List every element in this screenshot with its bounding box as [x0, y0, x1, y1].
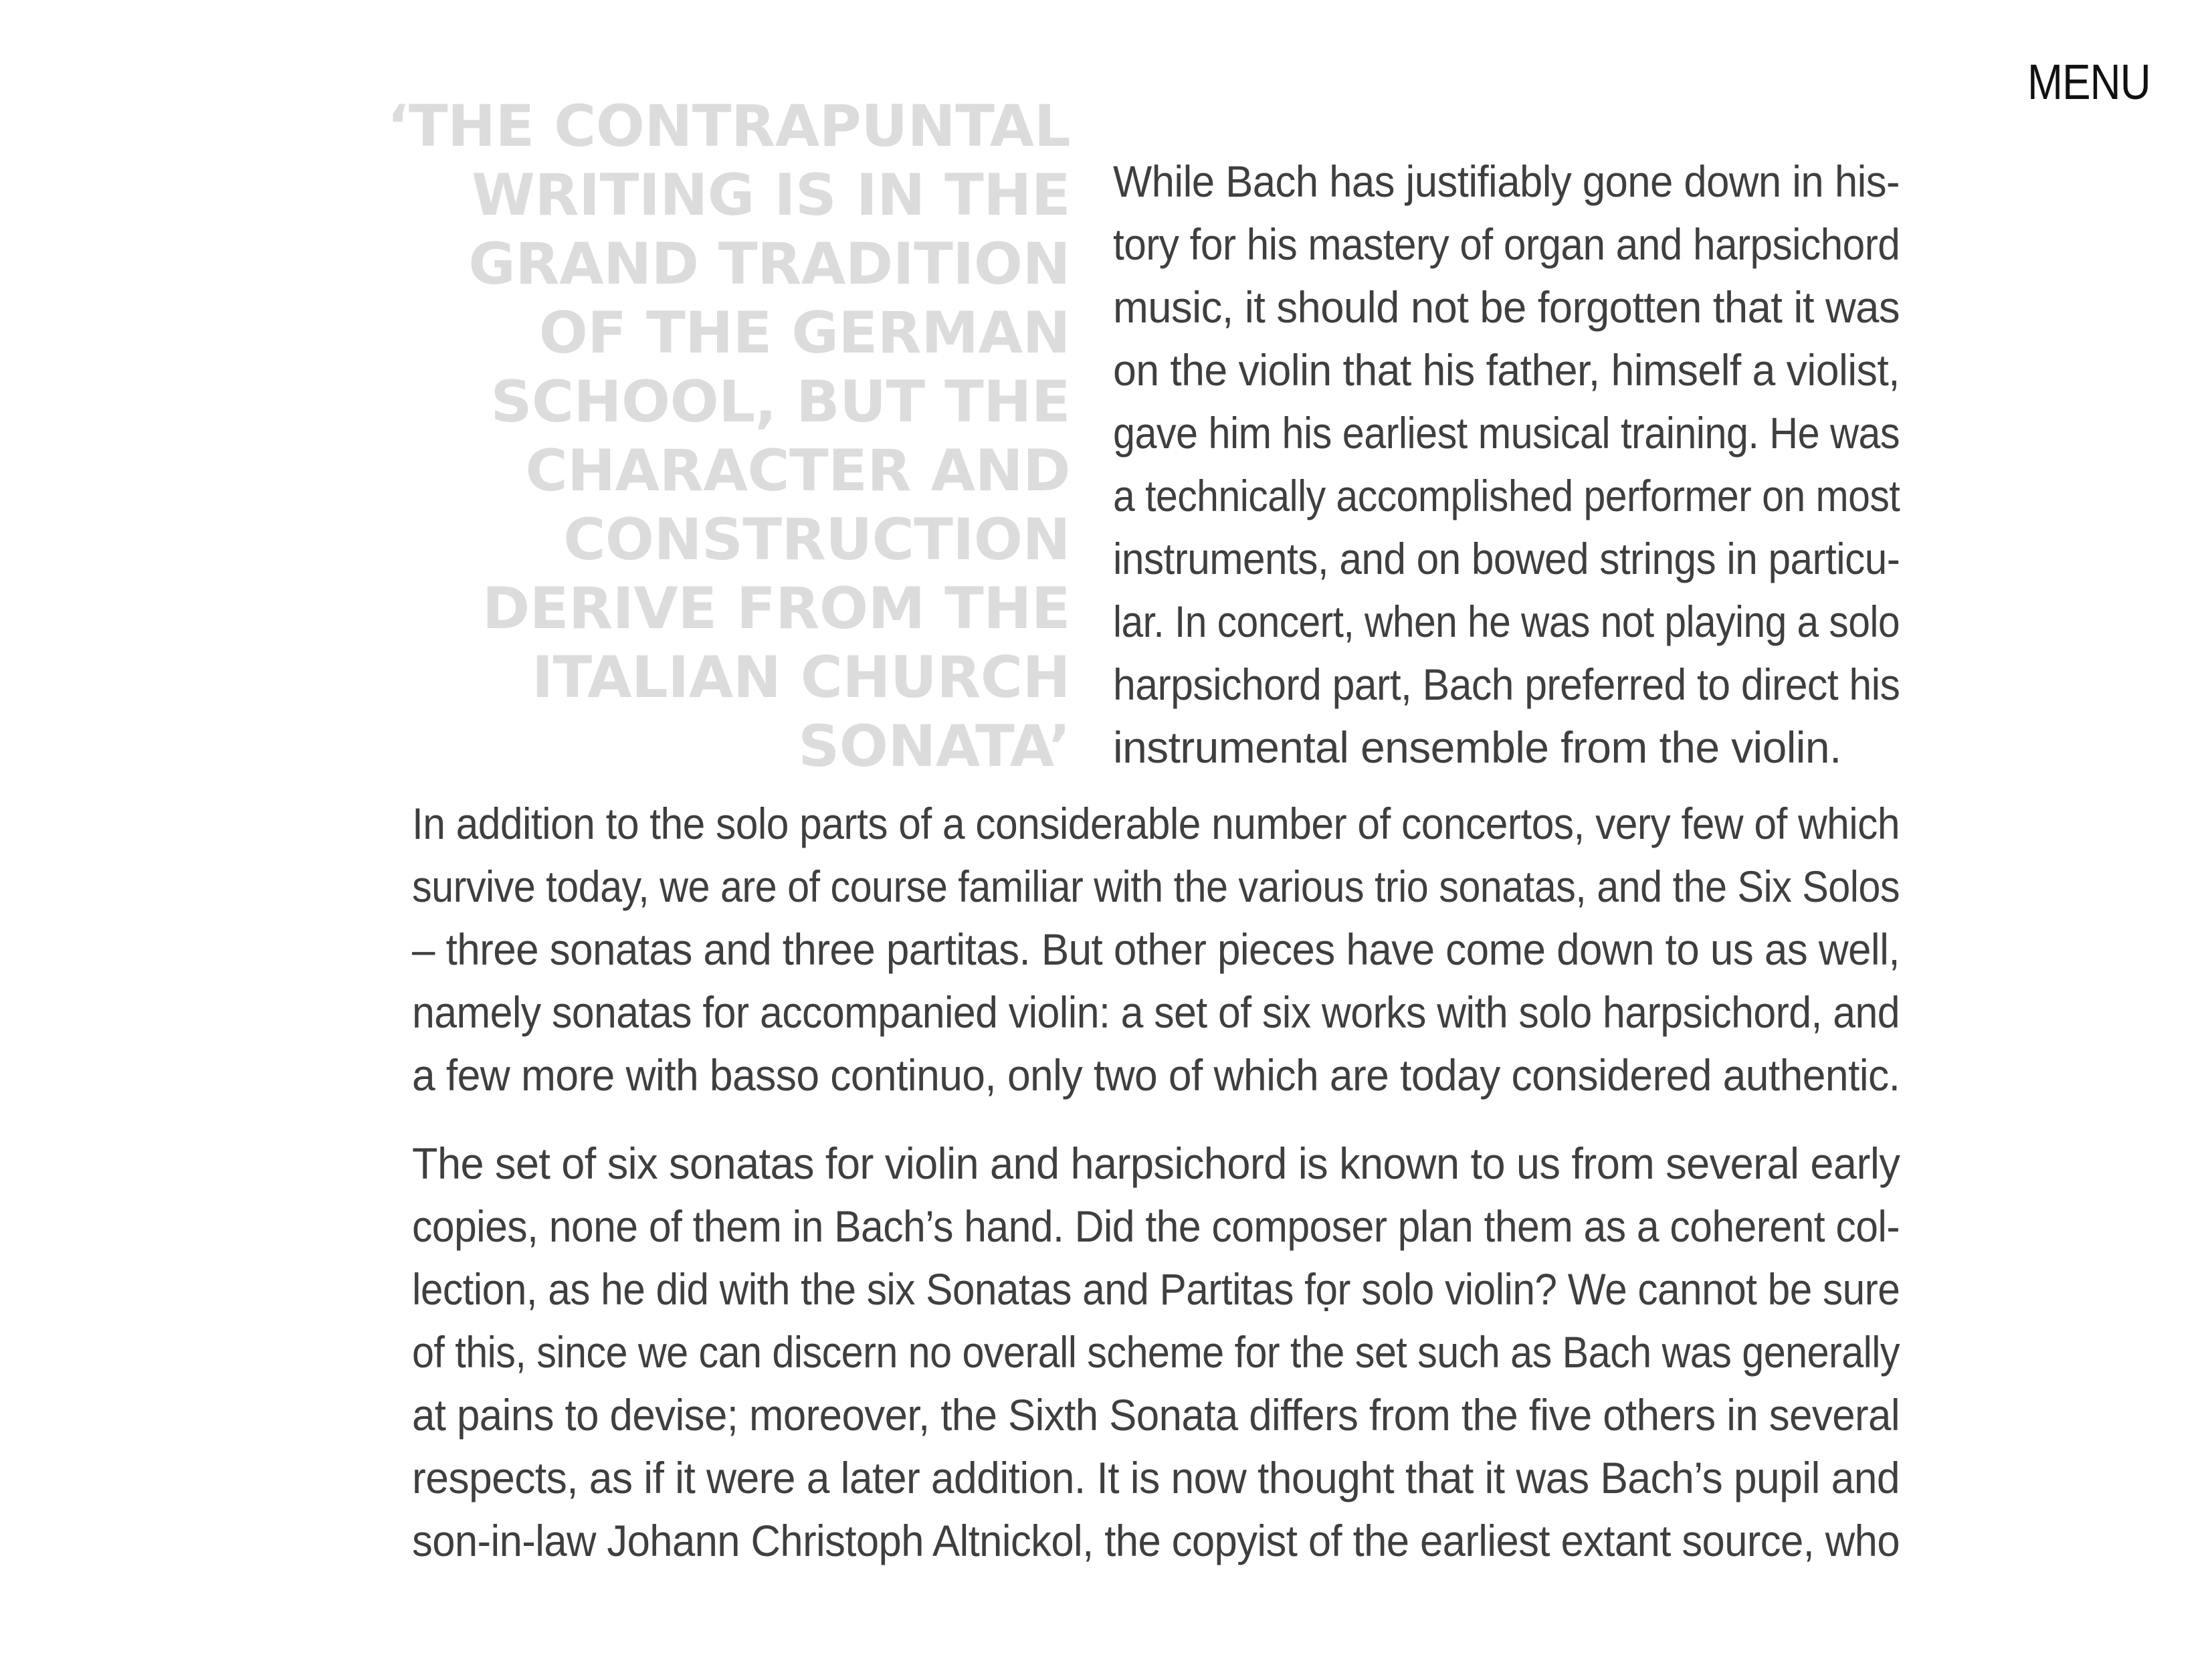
text-line: lection, as he did with the six Sonatas and Partitas fọr solo violin? We cannot be sure [412, 1264, 1900, 1314]
text-line: instruments, and on bowed strings in particu- [1113, 534, 1900, 583]
pull-quote-line: ‘THE CONTRAPUNTAL [387, 93, 1070, 160]
text-line: music, it should not be forgotten that it was [1113, 282, 1900, 332]
text-line: harpsichord part, Bach preferred to direct his [1113, 660, 1900, 709]
pull-quote-line: DERIVE FROM THE [482, 575, 1070, 642]
text-line: copies, none of them in Bach’s hand. Did the composer plan them as a coherent col- [412, 1201, 1900, 1251]
pull-quote-line: GRAND TRADITION [468, 231, 1070, 298]
text-line: survive today, we are of course familiar with the various trio sonatas, and the Six Solos [412, 862, 1900, 911]
text-line: – three sonatas and three partitas. But other pieces have come down to us as well, [412, 924, 1900, 974]
text-line: of this, since we can discern no overall scheme for the set such as Bach was generally [412, 1327, 1900, 1377]
pull-quote-line: CHARACTER AND [525, 437, 1070, 504]
text-line: While Bach has justifiably gone down in his- [1113, 157, 1900, 206]
text-line: namely sonatas for accompanied violin: a set of six works with solo harpsichord, and [412, 987, 1900, 1037]
pull-quote [281, 92, 1070, 781]
paragraph-six-sonatas [412, 1132, 1900, 1572]
text-line: at pains to devise; moreover, the Sixth Sonata differs from the five others in several [412, 1390, 1900, 1440]
intro-paragraph [1113, 150, 1900, 779]
text-line: instrumental ensemble from the violin. [1113, 722, 1841, 772]
text-line: son-in-law Johann Christoph Altnickol, the copyist of the earliest extant source, who [412, 1516, 1900, 1565]
text-line: respects, as if it were a later addition. It is now thought that it was Bach’s pupil and [412, 1453, 1900, 1502]
text-line: a technically accomplished performer on most [1113, 471, 1900, 520]
pull-quote-line: ITALIAN CHURCH [531, 644, 1070, 711]
pull-quote-line: SONATA’ [798, 713, 1070, 780]
pull-quote-line: CONSTRUCTION [563, 506, 1070, 573]
pull-quote-line: WRITING IS IN THE [472, 162, 1070, 229]
paragraph-solo-parts [412, 792, 1900, 1106]
text-line: a few more with basso continuo, only two of which are today considered authentic. [412, 1050, 1900, 1100]
text-line: tory for his mastery of organ and harpsichord [1113, 219, 1900, 269]
pull-quote-line: OF THE GERMAN [538, 300, 1070, 367]
text-line: In addition to the solo parts of a considerable number of concertos, very few of which [412, 799, 1900, 848]
text-line: gave him his earliest musical training. He was [1113, 408, 1900, 458]
text-line: on the violin that his father, himself a violist, [1113, 345, 1900, 395]
text-line: lar. In concert, when he was not playing a solo [1113, 597, 1900, 646]
menu-button[interactable]: MENU [2027, 54, 2150, 110]
text-line: The set of six sonatas for violin and harpsichord is known to us from several early [412, 1139, 1900, 1188]
pull-quote-line: SCHOOL, BUT THE [490, 369, 1070, 435]
